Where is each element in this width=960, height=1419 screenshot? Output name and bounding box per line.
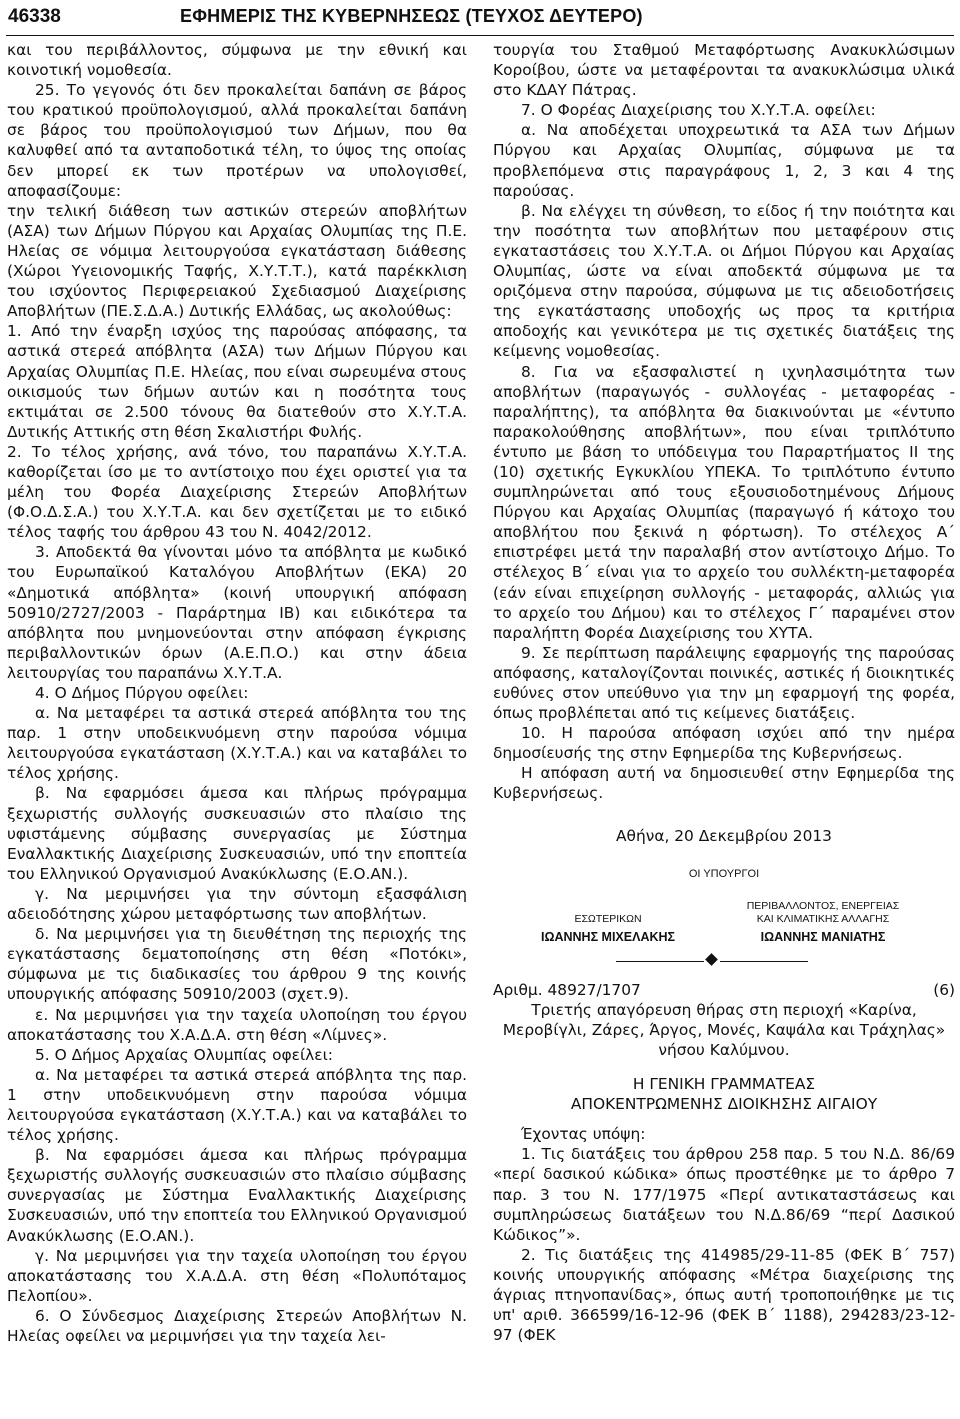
header-rule (6, 35, 954, 36)
paragraph: β. Να εφαρμόσει άμεσα και πλήρως πρόγραμμα ξεχωριστής συλλογής συσκευασιών στο πλαίσιο της υφιστάμενης σύμβασης συνεργασίας με Σύστημα Εναλλακτικής Διαχείρισης Συσκευασιών, υπό την εποπτεία του Ελληνικού Οργανισμού Ανακύκλωσης (Ε.Ο.ΑΝ.). (7, 784, 467, 883)
right-column (493, 40, 955, 1345)
paragraph: γ. Να μεριμνήσει για την ταχεία υλοποίηση του έργου αποκατάστασης του Χ.Α.Δ.Α. στη θέση «Πολυπόταμος Πελοπίου». (7, 1246, 467, 1305)
paragraph: την τελική διάθεση των αστικών στερεών αποβλήτων (ΑΣΑ) των Δήμων Πύργου και Αρχαίας Ολυμπίας της Π.Ε. Ηλείας σε νόμιμα λειτουργούσα εγκατάσταση διάθεσης (Χώροι Υγειονομικής Ταφής, Χ.Υ.Τ.Τ.), κατά παρέκκλιση του ισχύοντος Περιφερειακού Σχεδιασμού Διαχείρισης Αποβλήτων (ΠΕ.Σ.Δ.Α.) Δυτικής Ελλάδας, ως ακολούθως: (7, 201, 467, 321)
paragraph: α. Να μεταφέρει τα αστικά στερεά απόβλητα του της παρ. 1 στην υποδεικνυόμενη στην παρούσα νόμιμα λειτουργούσα εγκατάσταση (Χ.Υ.Τ.Α.) και να καταβάλει το τέλος χρήσης. (7, 704, 467, 783)
paragraph: 2. Το τέλος χρήσης, ανά τόνο, του παραπάνω Χ.Υ.Τ.Α. καθορίζεται ίσο με το αντίστοιχο που έχει οριστεί για τα μέλη του Φορέα Διαχείρισης Στερεών Αποβλήτων (Φ.Ο.Δ.Σ.Α.) του Χ.Υ.Τ.Α. και δεν σχετίζεται με το ειδικό τέλος ταφής του άρθρου 43 του Ν. 4042/2012. (7, 442, 467, 542)
signatory-role-line1 (523, 900, 693, 913)
paragraph: 5. Ο Δήμος Αρχαίας Ολυμπίας οφείλει: (35, 1045, 333, 1064)
paragraph: 7. Ο Φορέας Διαχείρισης του Χ.Υ.Τ.Α. οφείλει: (521, 101, 876, 120)
signatory-name: ΙΩΑΝΝΗΣ ΜΙΧΕΛΑΚΗΣ (540, 929, 676, 944)
decision-number: Αριθμ. 48927/1707 (493, 980, 641, 999)
decision-title: Τριετής απαγόρευση θήρας στη περιοχή «Καρίνα, Μεροβίγλι, Ζάρες, Άργος, Μονές, Καψάλα και Τράχηλας» νήσου Καλύμνου. (502, 1000, 946, 1059)
paragraph: α. Να αποδέχεται υποχρεωτικά τα ΑΣΑ των Δήμων Πύργου και Αρχαίας Ολυμπίας, σύμφωνα με τα προβλεπόμενα στις παραγράφους 1, 2, 3 και 4 της παρούσας. (493, 121, 955, 200)
page-number: 46338 (8, 6, 61, 27)
page-header (0, 0, 960, 38)
paragraph: 6. Ο Σύνδεσμος Διαχείρισης Στερεών Αποβλήτων Ν. Ηλείας οφείλει να μεριμνήσει για την ταχεία λει- (7, 1306, 467, 1345)
ministers-title: ΟΙ ΥΠΟΥΡΓΟΙ (688, 867, 760, 880)
paragraph: 4. Ο Δήμος Πύργου οφείλει: (35, 684, 249, 702)
regard-item: 2. Τις διατάξεις της 414985/29-11-85 (ΦΕΚ Β΄ 757) κοινής υπουργικής απόφασης «Μέτρα διαχείρισης της άγριας πτηνοπανίδας», όπως αυτή τροποποιήθηκε με τις υπ' αριθ. 366599/16-12-96 (ΦΕΚ Β΄ 1188), 294283/23-12-97 (ΦΕΚ (493, 1245, 955, 1345)
paragraph: 9. Σε περίπτωση παράλειψης εφαρμογής της παρούσας απόφασης, καταλογίζονται ποινικές, αστικές ή διοικητικές ευθύνες στον υπεύθυνο για την μη εφαρμογή της φορέα, όπως προβλέπεται από τις κείμενες διατάξεις. (493, 643, 955, 723)
signatory-environment (718, 900, 928, 946)
paragraph: τουργία του Σταθμού Μεταφόρτωσης Ανακυκλώσιμων Κοροίβου, ώστε να μεταφέρονται τα ανακυκλώσιμα υλικά στο ΚΔΑΥ Πάτρας. (493, 41, 955, 100)
decision-sequence: (6) (933, 980, 955, 999)
regard-item: 1. Τις διατάξεις του άρθρου 258 παρ. 5 του Ν.Δ. 86/69 «περί δασικού κώδικα» όπως προστέθηκε με το άρθρο 7 παρ. 3 του Ν. 177/1975 «Περί αντικαταστάσεως και συμπληρώσεως διατάξεων του Ν.Δ.86/69 “περί Δασικού Κώδικος”». (493, 1145, 955, 1244)
gazette-title: ΕΦΗΜΕΡΙΣ ΤΗΣ ΚΥΒΕΡΝΗΣΕΩΣ (ΤΕΥΧΟΣ ΔΕΥΤΕΡΟ) (180, 6, 643, 26)
authority-line: ΑΠΟΚΕΝΤΡΩΜΕΝΗΣ ΔΙΟΙΚΗΣΗΣ ΑΙΓΑΙΟΥ (570, 1095, 878, 1114)
signatory-role-line2: ΕΣΩΤΕΡΙΚΩΝ (574, 912, 642, 925)
separator-line (720, 961, 808, 962)
left-column (7, 40, 467, 1346)
signatory-interior (523, 900, 693, 946)
paragraph: 25. Το γεγονός ότι δεν προκαλείται δαπάνη σε βάρος του κρατικού προϋπολογισμού, αλλά προκαλείται δαπάνη σε βάρος του προϋπολογισμού των Δήμων, που θα καλυφθεί από τα ανταποδοτικά τέλη, το ύψος της οποίας δεν μπορεί εκ των προτέρων να υπολογισθεί, αποφασίζουμε: (7, 81, 467, 200)
signatory-name: ΙΩΑΝΝΗΣ ΜΑΝΙΑΤΗΣ (760, 929, 886, 944)
paragraph: 10. Η παρούσα απόφαση ισχύει από την ημέρα δημοσίευσής της στην Εφημερίδα της Κυβερνήσεως. (493, 724, 955, 763)
section-separator (493, 952, 955, 970)
paragraph: Η απόφαση αυτή να δημοσιευθεί στην Εφημερίδα της Κυβερνήσεως. (493, 764, 955, 803)
paragraph: δ. Να μεριμνήσει για τη διευθέτηση της περιοχής της εγκατάστασης δεματοποίησης στη θέση «Ποτόκι», σύμφωνα με τις διαδικασίες του άρθρου 9 της κοινής υπουργικής απόφασης 50910/2003 (σχετ.9). (7, 925, 467, 1004)
paragraph: γ. Να μεριμνήσει για την σύντομη εξασφάλιση αδειοδότησης χώρου μεταφόρτωσης των αποβλήτων. (7, 884, 467, 924)
paragraph: 3. Αποδεκτά θα γίνονται μόνο τα απόβλητα με κωδικό του Ευρωπαϊκού Καταλόγου Αποβλήτων (ΕΚΑ) 20 «Δημοτικά απόβλητα» (κοινή υπουργική απόφαση 50910/2727/2003 - Παράρτημα ΙΒ) και ειδικότερα τα απόβλητα που μνημονεύονται στην απόφαση έγκρισης περιβαλλοντικών όρων (Α.Ε.Π.Ο.) και στην άδεια λειτουργίας του παραπάνω Χ.Υ.Τ.Α. (7, 543, 467, 682)
paragraph: 1. Από την έναρξη ισχύος της παρούσας απόφασης, τα αστικά στερεά απόβλητα (ΑΣΑ) των Δήμων Πύργου και Αρχαίας Ολυμπίας Π.Ε. Ηλείας, που είναι σωρευμένα στους οικισμούς των δήμων αυτών και η ποσότητα τους εκτιμάται σε 2.500 τόνους θα διατεθούν στο Χ.Υ.Τ.Α. Δυτικής Αττικής στη θέση Σκαλιστήρι Φυλής. (7, 322, 467, 441)
decision-header (493, 980, 955, 1000)
signatory-role-line1: ΠΕΡΙΒΑΛΛΟΝΤΟΣ, ΕΝΕΡΓΕΙΑΣ (746, 899, 900, 912)
paragraph: 8. Για να εξασφαλιστεί η ιχνηλασιμότητα των αποβλήτων (παραγωγός - συλλογέας - μεταφορέας - παραλήπτης), τα απόβλητα θα διακινούνται με «έντυπο παρακολούθησης αποβλήτων», που είναι τριπλότυπο έντυπο με βάση το υπόδειγμα του Παραρτήματος ΙΙ της (10) σχετικής Εγκυκλίου ΥΠΕΚΑ. Το τριπλότυπο έντυπο συμπληρώνεται από τους εξουσιοδοτημένους Δήμους Πύργου και Αρχαίας Ολυμπίας (παραγωγό ή κάτοχο του αποβλήτου που ξεκινά η φόρτωση). Το στέλεχος Α΄ επιστρέφει μετά την παραλαβή στον αντίστοιχο Δήμο. Το στέλεχος Β΄ είναι για το αρχείο του συλλέκτη-μεταφορέα (εάν είναι επιχείρηση συλλογής - μεταφοράς, αλλιώς για το αρχείο του Δήμου) και το στέλεχος Γ΄ παραμένει στον παραλήπτη Φορέα Διαχείρισης του ΧΥΤΑ. (493, 362, 955, 642)
authority-line: Η ΓΕΝΙΚΗ ΓΡΑΜΜΑΤΕΑΣ (632, 1075, 816, 1094)
paragraph: ε. Να μεριμνήσει για την ταχεία υλοποίηση του έργου αποκατάστασης του Χ.Α.Δ.Α. στη θέση «Λίμνες». (7, 1005, 467, 1044)
separator-line (616, 961, 704, 962)
signatures (493, 900, 955, 948)
diamond-icon (705, 953, 718, 966)
date-line: Αθήνα, 20 Δεκεμβρίου 2013 (616, 826, 832, 845)
paragraph: β. Να ελέγχει τη σύνθεση, το είδος ή την ποιότητα και την ποσότητα των αποβλήτων που μεταφέρουν στις εγκαταστάσεις του Χ.Υ.Τ.Α. οι Δήμοι Πύργου και Αρχαίας Ολυμπίας, ώστε να είναι αποδεκτά σύμφωνα με τα οριζόμενα στην παρούσα, σύμφωνα με τις αδειοδοτήσεις της εγκατάστασης υποδοχής ως προς τα κριτήρια αποδοχής και γενικότερα με τις σχετικές διατάξεις της κείμενης νομοθεσίας. (493, 201, 955, 361)
signatory-role-line2: ΚΑΙ ΚΛΙΜΑΤΙΚΗΣ ΑΛΛΑΓΗΣ (756, 912, 890, 925)
paragraph: α. Να μεταφέρει τα αστικά στερεά απόβλητα της παρ. 1 στην υποδεικνυόμενη στην παρούσα νόμιμα λειτουργούσα εγκατάσταση (Χ.Υ.Τ.Α.) και να καταβάλει το τέλος χρήσης. (7, 1065, 467, 1145)
having-regard: Έχοντας υπόψη: (521, 1125, 646, 1144)
paragraph: β. Να εφαρμόσει άμεσα και πλήρως πρόγραμμα ξεχωριστής συλλογής συσκευασιών στο πλαίσιο σύμβασης συνεργασίας με Σύστημα Εναλλακτικής Διαχείρισης Συσκευασιών, υπό την εποπτεία του Ελληνικού Οργανισμού Ανακύκλωσης (Ε.Ο.ΑΝ.). (7, 1146, 467, 1245)
paragraph: και του περιβάλλοντος, σύμφωνα με την εθνική και κοινοτική νομοθεσία. (7, 41, 467, 80)
